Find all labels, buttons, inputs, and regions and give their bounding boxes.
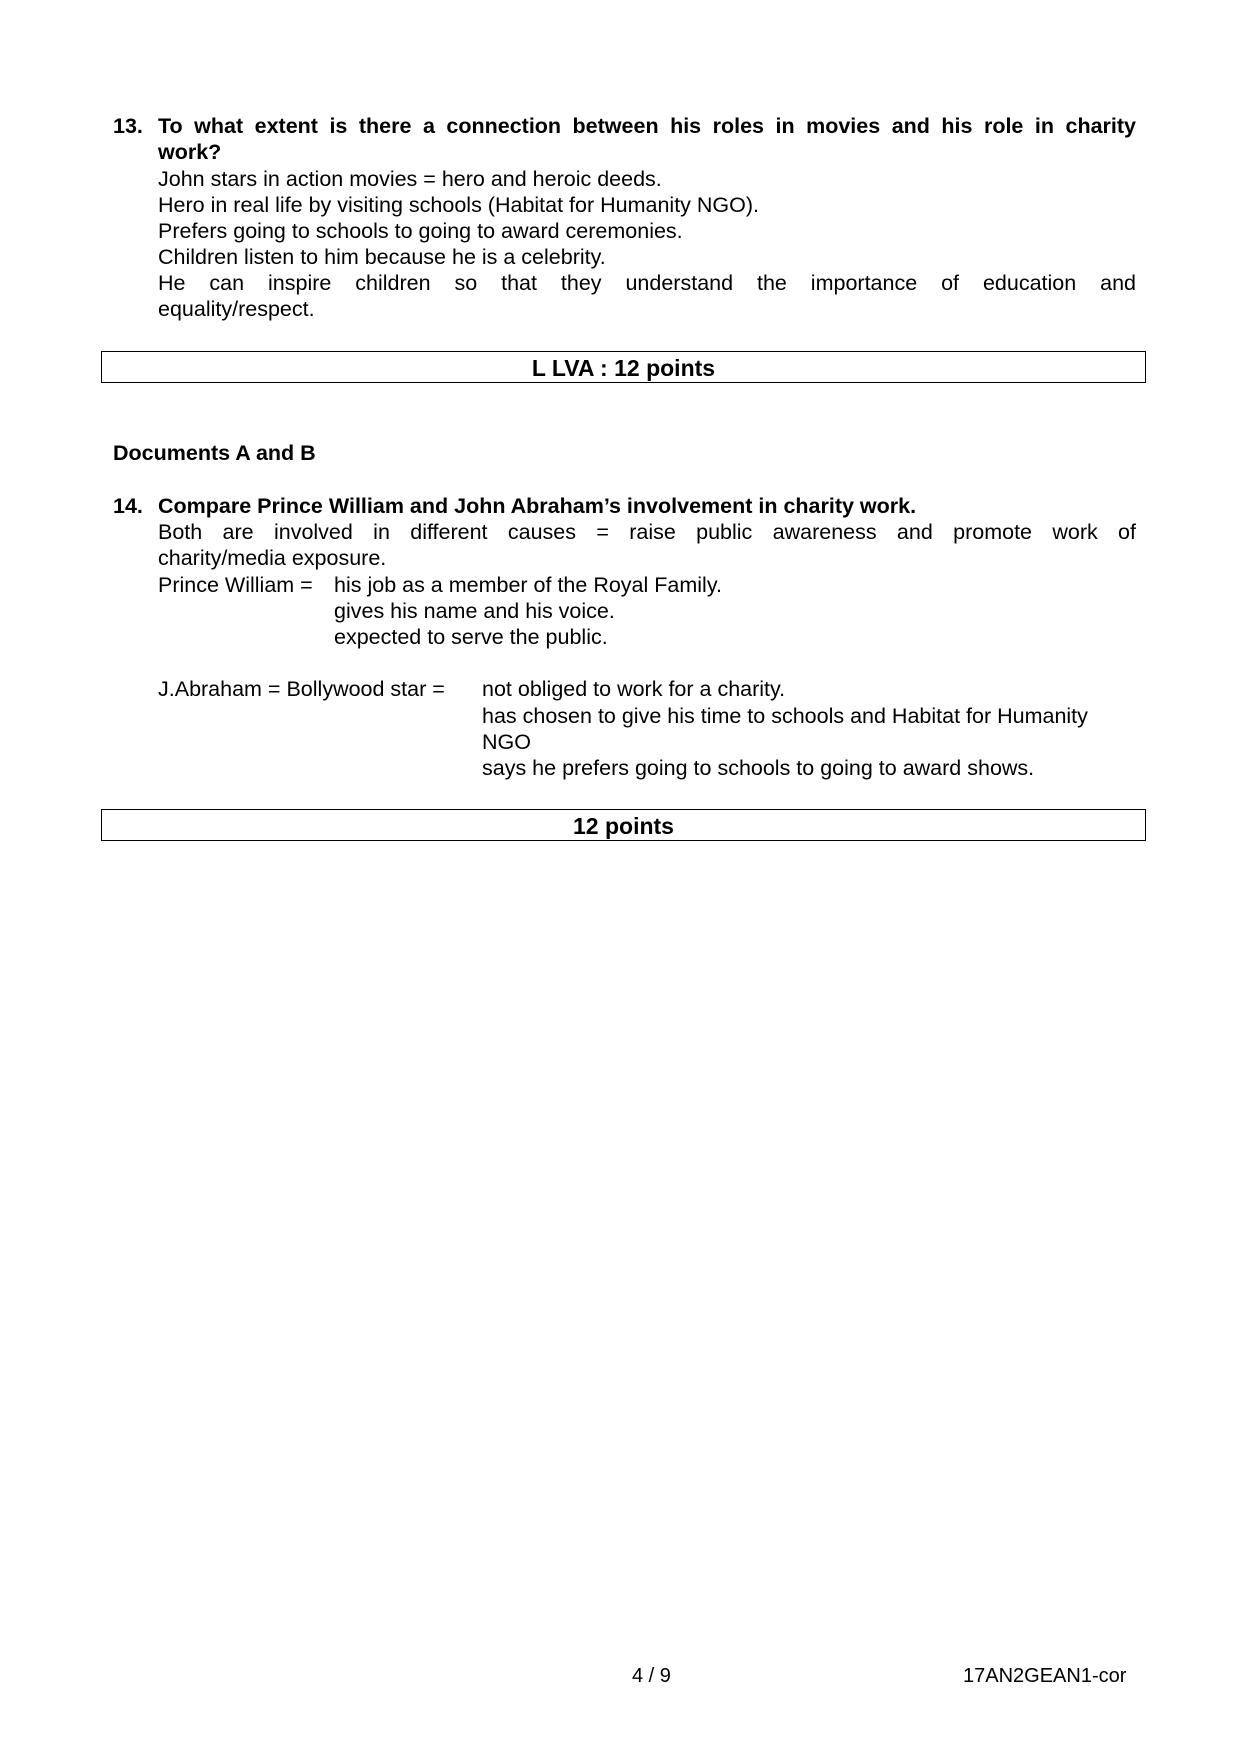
q14-intro-line2: charity/media exposure. — [158, 546, 387, 570]
prince-william-label: Prince William = — [158, 573, 313, 597]
william-point-1: his job as a member of the Royal Family. — [334, 573, 722, 597]
question-14-number: 14. — [113, 494, 143, 518]
q13-answer-4: Children listen to him because he is a celebrity. — [158, 245, 606, 269]
q13-answer-5: He can inspire children so that they understand the importance of education and — [158, 271, 1136, 295]
document-code: 17AN2GEAN1-cor — [963, 1665, 1127, 1687]
abraham-point-1: not obliged to work for a charity. — [482, 677, 786, 701]
page-number: 4 / 9 — [632, 1665, 671, 1687]
abraham-point-3: NGO — [482, 730, 531, 754]
abraham-point-2: has chosen to give his time to schools and Habitat for Humanity — [482, 704, 1088, 728]
abraham-point-4: says he prefers going to schools to going to award shows. — [482, 756, 1035, 780]
william-point-2: gives his name and his voice. — [334, 599, 615, 623]
question-14-title: Compare Prince William and John Abraham’s involvement in charity work. — [158, 494, 917, 518]
points-box-total: 12 points — [101, 809, 1146, 841]
q13-answer-6: equality/respect. — [158, 297, 315, 321]
q14-intro-line1: Both are involved in different causes = raise public awareness and promote work of — [158, 520, 1136, 544]
q13-answer-1: John stars in action movies = hero and heroic deeds. — [158, 167, 662, 191]
question-13-number: 13. — [113, 114, 143, 138]
question-13-title-line2: work? — [158, 140, 222, 164]
documents-heading: Documents A and B — [113, 441, 316, 465]
q13-answer-3: Prefers going to schools to going to award ceremonies. — [158, 219, 683, 243]
william-point-3: expected to serve the public. — [334, 625, 608, 649]
abraham-label: J.Abraham = Bollywood star = — [158, 677, 445, 701]
points-box-llva: L LVA : 12 points — [101, 351, 1146, 383]
q13-answer-2: Hero in real life by visiting schools (Habitat for Humanity NGO). — [158, 193, 760, 217]
question-13-title-line1: To what extent is there a connection between his roles in movies and his role in charity — [158, 114, 1136, 138]
